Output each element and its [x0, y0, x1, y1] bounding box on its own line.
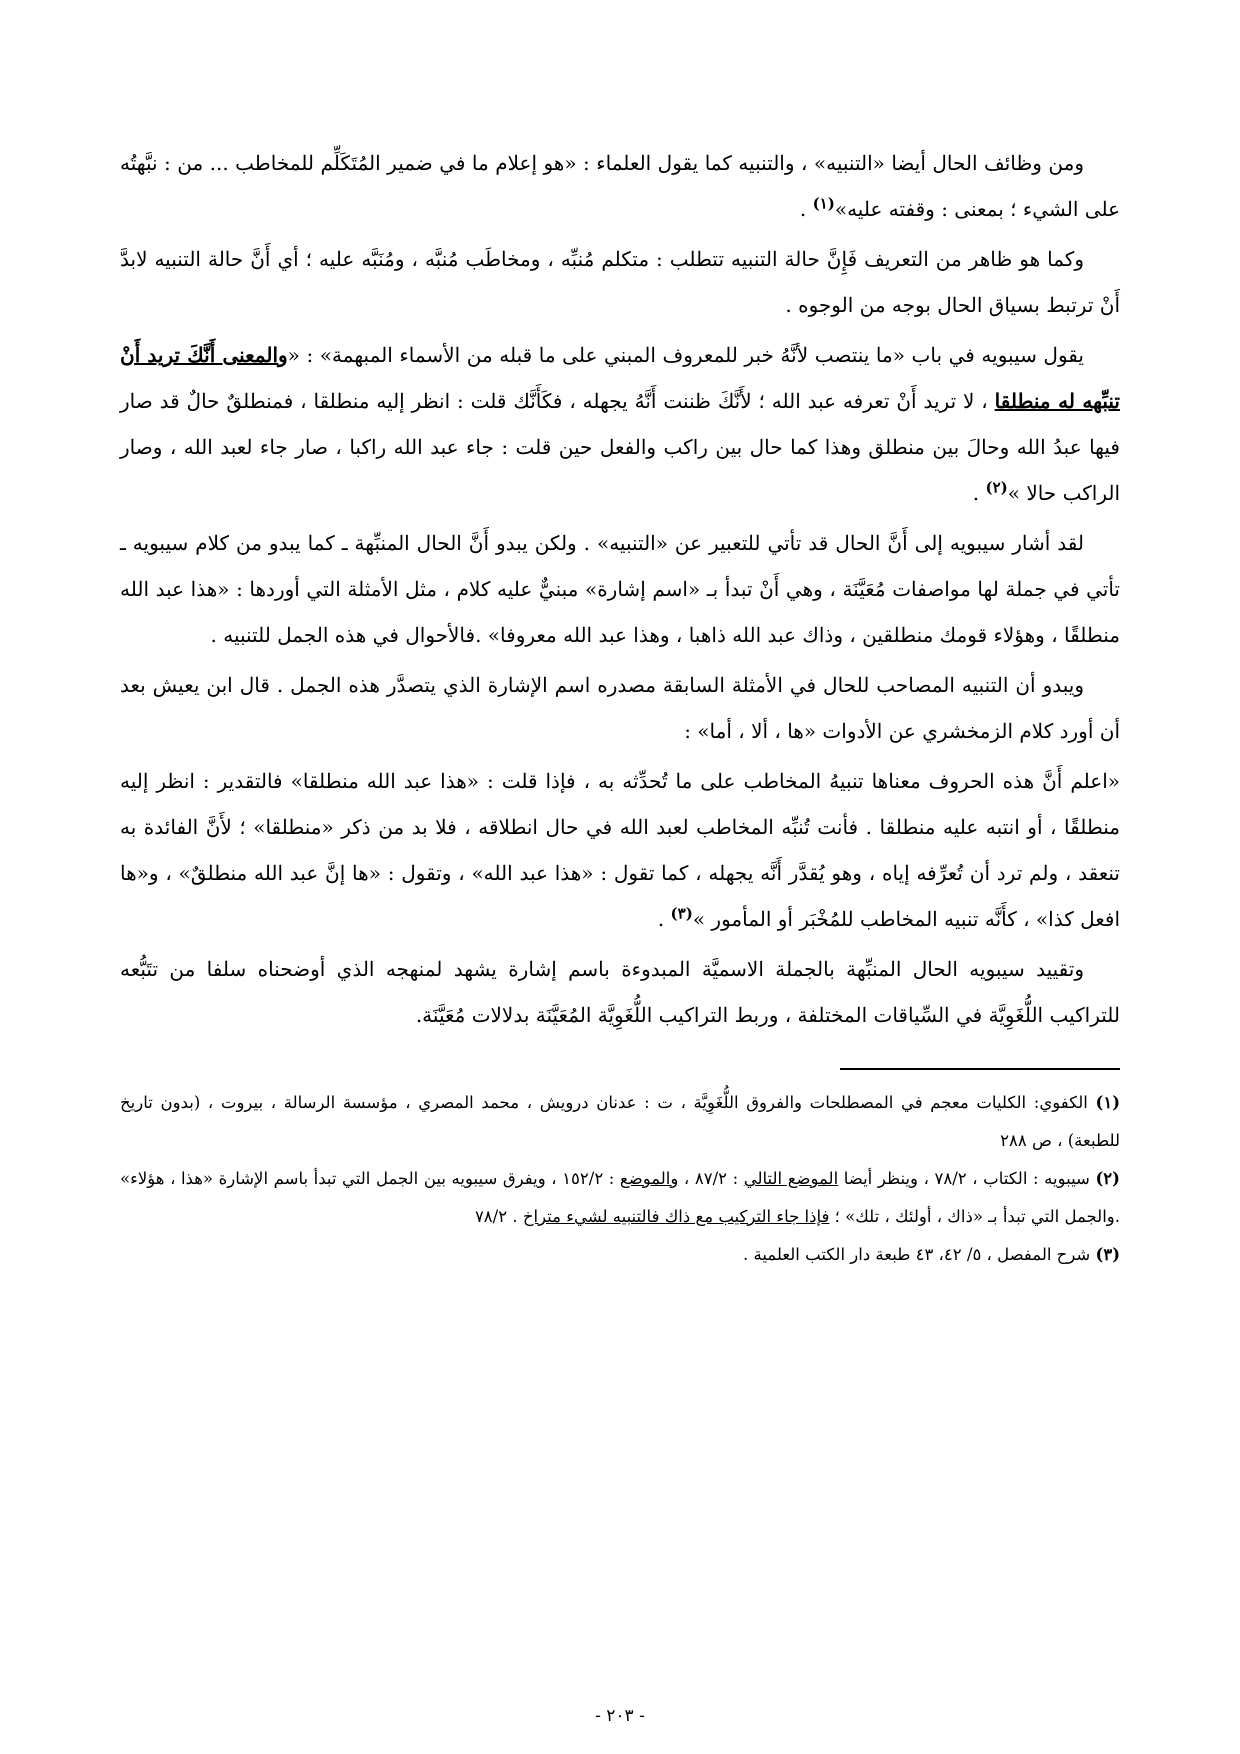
paragraph-text: ومن وظائف الحال أيضا «التنبيه» ، والتنبيه كما يقول العلماء : «هو إعلام ما في ضمير المُتَكَلِّم للمخاطب ... من : نبَّهتُه على الشيء ؛ بمعنى : وقفته عليه» [120, 151, 1120, 221]
footnote-1 [120, 1084, 1120, 1160]
paragraph-text: وتقييد سيبويه الحال المنبِّهة بالجملة الاسميَّة المبدوءة باسم إشارة يشهد لمنهجه الذي أوضحناه سلفا من تتَبُّعه للتراكيب اللُّغَوِيَّة في السِّياقات المختلفة ، وربط التراكيب اللُّغَوِيَّة المُعَيَّنَة بدلالات مُعَيَّنَة. [120, 957, 1120, 1027]
footnote-number: (٣) [1095, 1245, 1120, 1264]
footnote-divider [840, 1068, 1120, 1070]
footnote-2 [120, 1160, 1120, 1236]
paragraph-text: . [657, 907, 671, 931]
footnote-3 [120, 1236, 1120, 1274]
page-body [120, 140, 1120, 1274]
paragraph-text: «اعلم أَنَّ هذه الحروف معناها تنبيهُ المخاطب على ما تُحدِّثه به ، فإذا قلت : «هذا عبد الله منطلقا» فالتقدير : انظر إليه منطلقًا ، أو انتبه عليه منطلقا . فأنت تُنبِّه المخاطب لعبد الله في حال انطلاقه ، فلا بد من ذكر «منطلقا» ؛ لأَنَّ الفائدة به تنعقد ، ولم ترد أن تُعرِّفه إياه ، وهو يُقدَّر أَنَّه يجهله ، كما تقول : «هذا عبد الله» ، وتقول : «ها إنَّ عبد الله منطلقٌ» ، و«ها افعل كذا» ، كأَنَّه تنبيه المخاطب للمُخْبَر أو المأمور » [120, 769, 1121, 931]
emphasized-quote: والمعنى أَنَّكَ تريد أَنْ تنبِّهه له منطلقا [120, 343, 1120, 413]
paragraph-text: وكما هو ظاهر من التعريف فَإِنَّ حالة التنبيه تتطلب : متكلم مُنبِّه ، ومخاطَب مُنبَّه ، ومُنَبَّه عليه ؛ أي أَنَّ حالة التنبيه لابدَّ أَنْ ترتبط بسياق الحال بوجه من الوجوه . [120, 247, 1120, 317]
paragraph-text: لقد أشار سيبويه إلى أَنَّ الحال قد تأتي للتعبير عن «التنبيه» . ولكن يبدو أَنَّ الحال المنبِّهة ـ كما يبدو من كلام سيبويه ـ تأتي في جملة لها مواصفات مُعَيَّنَة ، وهي أَنْ تبدأ بـ «اسم إشارة» مبنيٌّ عليه كلام ، مثل الأمثلة التي أوردها : «هذا عبد الله منطلقًا ، وهؤلاء قومك منطلقين ، وذاك عبد الله ذاهبا ، وهذا عبد الله معروفا» .فالأحوال في هذه الجمل للتنبيه . [120, 531, 1120, 647]
footnote-number: (٢) [1095, 1169, 1120, 1188]
paragraph-6-quote [120, 758, 1120, 942]
footnote-text: . ٧٨/٢ [474, 1207, 523, 1226]
paragraph-5 [120, 662, 1120, 754]
footnote-ref-1[interactable]: (١) [812, 194, 835, 213]
footnote-text: سيبويه : الكتاب ، ٧٨/٢ ، وينظر أيضا [838, 1169, 1096, 1188]
paragraph-3 [120, 332, 1120, 516]
paragraph-1 [120, 140, 1120, 232]
footnote-underlined: والموضع [619, 1169, 679, 1188]
page-number: - ٢٠٣ - [595, 1706, 645, 1726]
footnote-underlined: فإذا جاء التركيب مع ذاك فالتنبيه لشيء متراخ [522, 1207, 830, 1226]
paragraph-text: ، لا تريد أَنْ تعرفه عبد الله ؛ لأَنَّكَ ظننت أَنَّهُ يجهله ، فكَأَنَّك قلت : انظر إليه منطلقا ، فمنطلقٌ حالٌ قد صار فيها عبدُ الله وحالَ بين منطلق وهذا كما حال بين راكب والفعل حين قلت : جاء عبد الله راكبا ، صار جاء لعبد الله ، وصار الراكب حالا » [120, 389, 1120, 505]
paragraph-text: . [972, 481, 986, 505]
footnote-text: شرح المفصل ، ٥/ ٤٢، ٤٣ طبعة دار الكتب العلمية . [742, 1245, 1096, 1264]
paragraph-2 [120, 236, 1120, 328]
footnote-text: : ١٥٢/٢ ، ويفرق سيبويه بين الجمل التي تبدأ باسم الإشارة «هذا ، هؤلاء» .والجمل التي تبدأ بـ «ذاك ، أولئك ، تلك» ؛ [120, 1169, 1120, 1226]
footnote-text: الكفوي: الكليات معجم في المصطلحات والفروق اللُّغَوِيَّة ، ت : عدنان درويش ، محمد المصري ، مؤسسة الرسالة ، بيروت ، (بدون تاريخ للطبعة) ، ص ٢٨٨ [120, 1093, 1120, 1150]
paragraph-text: يقول سيبويه في باب «ما ينتصب لأنَّهُ خبر للمعروف المبني على ما قبله من الأسماء المبهمة» : « [287, 343, 1084, 367]
paragraph-text: ويبدو أن التنبيه المصاحب للحال في الأمثلة السابقة مصدره اسم الإشارة الذي يتصدَّر هذه الجمل . قال ابن يعيش بعد أن أورد كلام الزمخشري عن الأدوات «ها ، ألا ، أما» : [120, 673, 1120, 743]
footnote-ref-2[interactable]: (٢) [985, 478, 1008, 497]
paragraph-7 [120, 946, 1120, 1038]
paragraph-text: . [799, 197, 813, 221]
footnote-ref-3[interactable]: (٣) [670, 904, 693, 923]
footnote-text: : ٨٧/٢ ، [678, 1169, 744, 1188]
footnote-number: (١) [1095, 1093, 1120, 1112]
footnote-underlined: الموضع التالي [743, 1169, 839, 1188]
paragraph-4 [120, 520, 1120, 658]
